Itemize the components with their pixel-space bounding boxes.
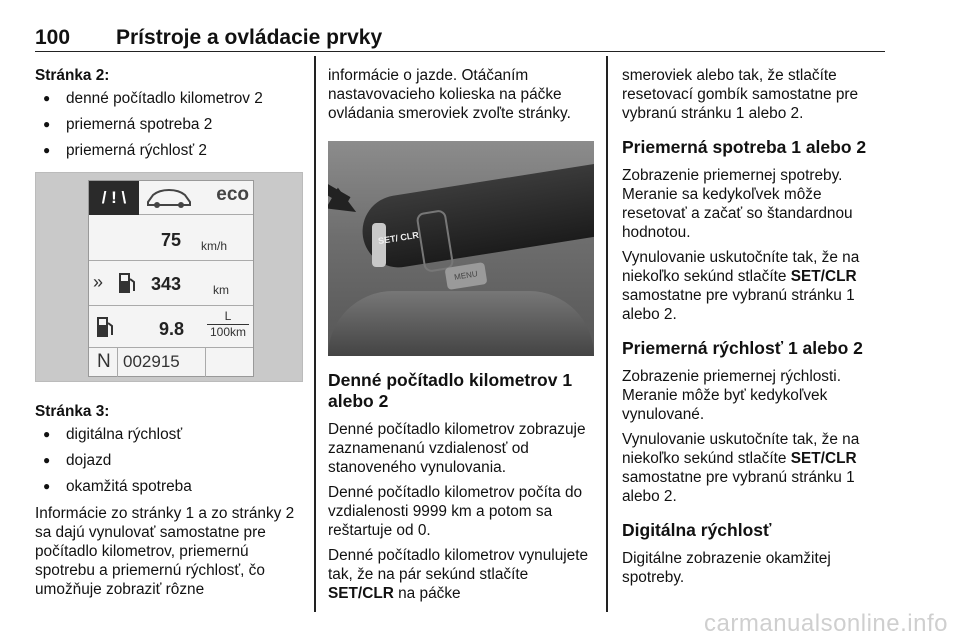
paragraph: Digitálne zobrazenie okamžitej spotreby. [622,550,831,586]
paragraph: Denné počítadlo kilometrov počíta do vzdialenosti 9999 km a potom sa reštartuje od 0. [328,484,583,539]
speed-value: 75 [161,230,182,250]
reset-paragraph: Informácie zo stránky 1 a zo stránky 2 sa dajú vynulovať samostatne pre počítadlo kilometrov, priemernú spotrebu a priemernú rýchlosť, čo umožňuje zobraziť rôzne [35,505,295,598]
page3-list [35,425,303,496]
watermark: carmanualsonline.info [704,610,948,637]
display-screen [88,180,254,377]
consumption-value: 9.8 [159,319,185,339]
range-unit: km [213,283,229,297]
gear-indicator: N [97,351,111,372]
unit-numerator: L [224,309,232,323]
paragraph [622,248,884,324]
road-warning-icon: / ! \ [89,181,139,215]
display-row-consumption [89,306,253,348]
unit-denominator: 100km [207,324,249,340]
section-heading-speed: Priemerná rýchlosť 1 alebo 2 [622,338,863,358]
list-item: ● denné počítadlo kilometrov 2 [35,89,303,108]
paragraph: Zobrazenie priemernej rýchlosti. Meranie môže byť kedykoľvek vynulované. [622,368,841,423]
page-title: Prístroje a ovládacie prvky [116,26,383,49]
divider [117,348,118,377]
text-run: na páčke [393,585,461,602]
paragraph: Zobrazenie priemernej spotreby. Meranie sa kedykoľvek môže resetovať a začať so štandardnou hodnotou. [622,167,853,241]
menu-button-label: MENU [445,262,488,290]
car-icon [145,187,193,209]
consumption-unit [207,309,249,340]
text-run: Vynulovanie uskutočníte tak, že na niekoľko sekúnd stlačíte [622,249,860,285]
page-number: 100 [35,26,71,49]
button-reference: SET/CLR [790,450,857,467]
button-reference: SET/CLR [328,585,394,602]
display-row-speed [89,215,253,261]
paragraph [328,546,594,603]
range-value: 343 [151,274,182,294]
dashboard-surface [328,291,594,356]
fuel-pump-icon [117,271,137,295]
turn-signal-stalk-photo [328,141,594,356]
list-item: ● priemerná spotreba 2 [35,115,303,134]
intro-paragraph: informácie o jazde. Otáčaním nastavovacieho kolieska na páčke ovládania smeroviek zvoľte stránky. [328,67,571,122]
page3-title: Stránka 3: [35,403,110,420]
column-2 [328,66,594,609]
eco-indicator: eco [216,184,249,205]
paragraph: Denné počítadlo kilometrov zobrazuje zaznamenanú vzdialenosť od stanoveného vynulovania. [328,421,586,476]
text-run: samostatne pre vybranú stránku 1 alebo 2. [622,469,855,505]
text-run: Denné počítadlo kilometrov vynulujete tak, že na pár sekúnd stlačíte [328,547,589,583]
column-divider-2 [606,56,608,612]
speed-unit: km/h [201,239,228,253]
section-heading-digital: Digitálna rýchlosť [622,520,772,540]
column-1 [35,66,303,605]
page2-list [35,89,303,160]
page2-title: Stránka 2: [35,67,110,84]
display-row-icons [89,181,253,215]
instrument-display-figure [35,172,303,382]
list-item: ● priemerná rýchlosť 2 [35,141,303,160]
stalk-body [357,162,594,272]
section-heading-trip: Denné počítadlo kilometrov 1 alebo 2 [328,370,573,411]
intro-paragraph: smeroviek alebo tak, že stlačíte resetovací gombík samostatne pre vybranú stránku 1 alebo 2. [622,67,859,122]
paragraph [622,430,884,506]
set-clr-label: SET/ CLR [377,229,420,247]
page-header [35,26,885,52]
chevron-right-icon: » [93,272,104,292]
divider [205,348,206,377]
text-run: Vynulovanie uskutočníte tak, že na niekoľko sekúnd stlačíte [622,431,860,467]
section-heading-consumption: Priemerná spotreba 1 alebo 2 [622,137,867,157]
text-run: samostatne pre vybranú stránku 1 alebo 2. [622,287,855,323]
column-3 [622,66,884,593]
fuel-pump-icon [95,315,115,339]
display-row-range [89,261,253,306]
column-divider-1 [314,56,316,612]
display-row-odometer [89,348,253,377]
list-item: ● digitálna rýchlosť [35,425,303,444]
list-item: ● okamžitá spotreba [35,477,303,496]
list-item: ● dojazd [35,451,303,470]
button-reference: SET/CLR [790,268,857,285]
odometer-value: 002915 [123,352,180,371]
